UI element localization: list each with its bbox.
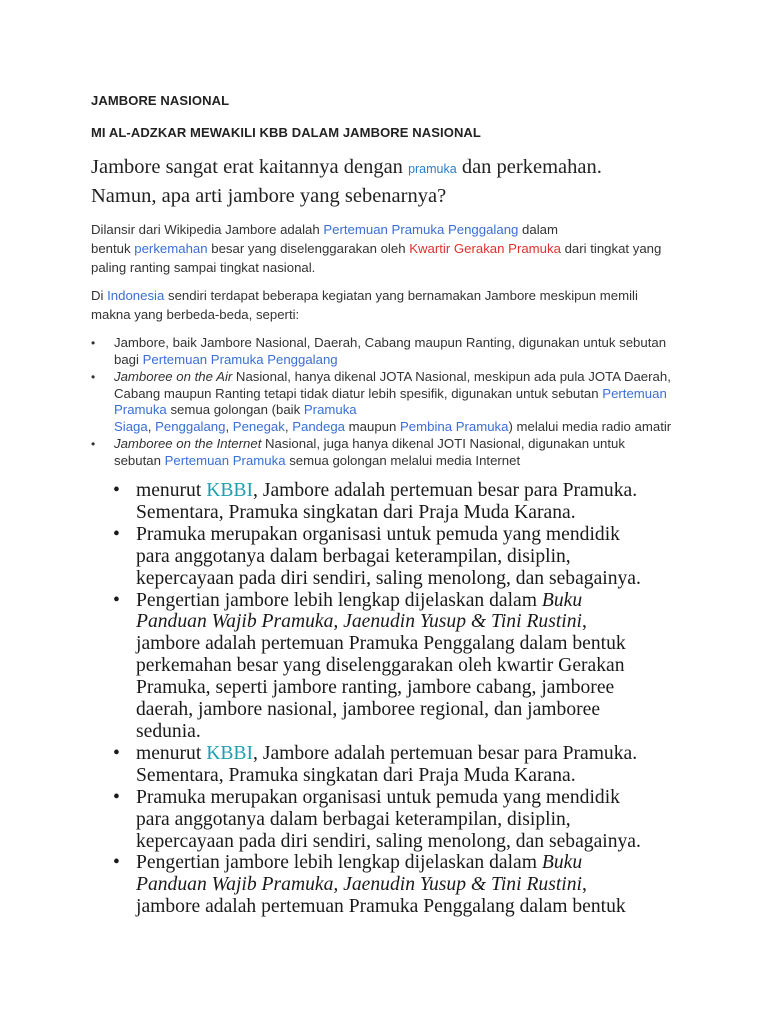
- list-italic-text: Jamboree on the Internet: [114, 436, 262, 451]
- bullet-icon: •: [113, 852, 120, 874]
- bullet-icon: •: [91, 370, 96, 384]
- list-line: Pramuka merupakan organisasi untuk pemuda yang mendidik: [136, 786, 620, 808]
- kwartir-gerakan-pramuka-link[interactable]: Kwartir Gerakan Pramuka: [409, 241, 561, 256]
- list-text: ,: [225, 418, 233, 434]
- list-item: [113, 480, 693, 524]
- list-line: Pramuka, seperti jambore ranting, jambore cabang, jamboree: [136, 677, 615, 699]
- bullet-icon: •: [113, 480, 120, 501]
- paragraph-line: [91, 286, 691, 305]
- paragraph-text: Di: [91, 288, 108, 303]
- pertemuan-pramuka-link[interactable]: Pertemuan Pramuka: [164, 452, 286, 468]
- lead-text: Jambore sangat erat kaitannya dengan: [91, 156, 409, 178]
- paragraph-text: besar yang diselenggarakan oleh: [207, 241, 410, 256]
- list-line: jambore adalah pertemuan Pramuka Penggalang dalam bentuk: [136, 633, 626, 655]
- list-line: kepercayaan pada diri sendiri, saling menolong, dan sebagainya.: [136, 567, 641, 589]
- list-italic-text: Buku: [541, 852, 583, 874]
- list-line: kepercayaan pada diri sendiri, saling menolong, dan sebagainya.: [136, 830, 641, 852]
- list-item: [91, 369, 691, 435]
- list-line: Pramuka merupakan organisasi untuk pemuda yang mendidik: [136, 523, 620, 545]
- paragraph-text: dalam: [518, 222, 558, 237]
- paragraph-text: Dilansir dari Wikipedia Jambore adalah: [91, 222, 324, 237]
- list-text: ,: [147, 418, 156, 434]
- paragraph-text: dari tingkat yang: [560, 241, 662, 256]
- list-text: Cabang maupun Ranting tetapi tidak diatur lebih spesifik, digunakan untuk sebutan: [114, 385, 603, 401]
- list-item: [113, 743, 693, 787]
- bullet-icon: •: [113, 589, 120, 611]
- kbbi-link[interactable]: KBBI: [206, 480, 254, 501]
- list-text: ,: [581, 611, 587, 633]
- page-title: JAMBORE NASIONAL: [91, 93, 230, 108]
- bullet-icon: •: [113, 742, 120, 764]
- list-item: [91, 335, 691, 368]
- list-line: [114, 369, 691, 386]
- siaga-link[interactable]: Siaga: [114, 418, 148, 434]
- pembina-pramuka-link[interactable]: Pembina Pramuka: [400, 418, 509, 434]
- indonesia-link[interactable]: Indonesia: [107, 288, 165, 303]
- list-text: sebutan: [114, 452, 165, 468]
- list-line: daerah, jambore nasional, jamboree regional, dan jamboree: [136, 699, 601, 721]
- list-item: [113, 524, 693, 590]
- list-text: , Jambore adalah pertemuan besar para Pramuka.: [253, 480, 638, 501]
- pramuka-link[interactable]: Pramuka: [303, 402, 357, 417]
- list-line: [114, 386, 691, 403]
- list-line: sedunia.: [136, 720, 201, 742]
- list-line: Sementara, Pramuka singkatan dari Praja Muda Karana.: [136, 501, 576, 523]
- lead-line-1: [91, 154, 711, 183]
- list-line: [136, 743, 693, 765]
- list-text: Nasional, juga hanya dikenal JOTI Nasional, digunakan untuk: [261, 436, 625, 451]
- list-text: menurut: [136, 742, 207, 764]
- paragraph-line: [91, 239, 701, 258]
- list-line: [136, 852, 693, 874]
- bullet-icon: •: [113, 523, 120, 545]
- jambore-definition-list: [113, 480, 693, 918]
- list-italic-text: Buku: [541, 589, 583, 611]
- list-line: [114, 352, 691, 369]
- paragraph-text: sendiri terdapat beberapa kegiatan yang bernamakan Jambore meskipun memili: [164, 288, 638, 303]
- list-line: [114, 402, 691, 419]
- indonesia-paragraph: [91, 286, 691, 324]
- penggalang-link[interactable]: Penggalang: [155, 418, 226, 434]
- list-text: semua golongan melalui media Internet: [285, 452, 521, 468]
- list-text: maupun: [345, 418, 400, 434]
- list-line: [136, 611, 693, 633]
- list-line: [136, 874, 693, 896]
- list-text: ,: [284, 418, 293, 434]
- list-line: Jambore, baik Jambore Nasional, Daerah, Cabang maupun Ranting, digunakan untuk sebutan: [114, 335, 667, 350]
- jambore-types-list: [91, 335, 691, 469]
- bullet-icon: •: [113, 786, 120, 808]
- pertemuan-pramuka-penggalang-link[interactable]: Pertemuan Pramuka Penggalang: [323, 222, 519, 237]
- list-item: [91, 436, 691, 469]
- list-line: jambore adalah pertemuan Pramuka Penggalang dalam bentuk: [136, 896, 626, 918]
- bullet-icon: •: [91, 437, 96, 451]
- list-line: [114, 453, 691, 470]
- list-line: para anggotanya dalam berbagai keterampilan, disiplin,: [136, 545, 571, 567]
- list-italic-text: Jamboree on the Air: [114, 369, 233, 384]
- list-text: Pengertian jambore lebih lengkap dijelaskan dalam: [136, 852, 542, 874]
- wikipedia-paragraph: [91, 220, 701, 277]
- list-line: [136, 590, 693, 612]
- perkemahan-link[interactable]: perkemahan: [134, 241, 208, 256]
- penegak-link[interactable]: Penegak: [232, 418, 285, 434]
- lead-paragraph: [91, 154, 711, 210]
- paragraph-line: paling ranting sampai tingkat nasional.: [91, 260, 316, 275]
- list-text: ,: [581, 874, 587, 896]
- pertemuan-link[interactable]: Pertemuan: [602, 385, 667, 401]
- list-text: , Jambore adalah pertemuan besar para Pramuka.: [253, 742, 638, 764]
- list-text: menurut: [136, 480, 207, 501]
- list-text: ) melalui media radio amatir: [508, 418, 672, 434]
- list-line: [114, 436, 691, 453]
- pramuka-link[interactable]: Pramuka: [114, 402, 167, 417]
- list-text: semua golongan (baik: [166, 402, 304, 417]
- list-line: para anggotanya dalam berbagai keterampilan, disiplin,: [136, 808, 571, 830]
- list-italic-text: Panduan Wajib Pramuka, Jaenudin Yusup & Tini Rustini: [136, 874, 582, 896]
- lead-text: dan perkemahan.: [456, 156, 602, 178]
- list-item: [113, 852, 693, 918]
- pandega-link[interactable]: Pandega: [292, 418, 345, 434]
- bullet-icon: •: [91, 336, 96, 350]
- list-italic-text: Panduan Wajib Pramuka, Jaenudin Yusup & Tini Rustini: [136, 611, 582, 633]
- list-text: Pengertian jambore lebih lengkap dijelaskan dalam: [136, 589, 542, 611]
- kbbi-link[interactable]: KBBI: [206, 742, 254, 764]
- paragraph-text: bentuk: [91, 241, 135, 256]
- list-line: [114, 419, 691, 436]
- list-line: [136, 480, 693, 502]
- pramuka-link[interactable]: pramuka: [408, 162, 457, 176]
- page-subtitle: MI AL-ADZKAR MEWAKILI KBB DALAM JAMBORE NASIONAL: [91, 125, 481, 140]
- paragraph-line: [91, 220, 701, 239]
- list-text: bagi: [114, 351, 143, 367]
- list-text: Nasional, hanya dikenal JOTA Nasional, meskipun ada pula JOTA Daerah,: [232, 369, 671, 384]
- list-item: [113, 787, 693, 853]
- list-item: [113, 590, 693, 743]
- pertemuan-pramuka-penggalang-link[interactable]: Pertemuan Pramuka Penggalang: [142, 351, 338, 367]
- list-line: perkemahan besar yang diselenggarakan oleh kwartir Gerakan: [136, 655, 625, 677]
- list-line: Sementara, Pramuka singkatan dari Praja Muda Karana.: [136, 764, 576, 786]
- paragraph-line: makna yang berbeda-beda, seperti:: [91, 307, 300, 322]
- lead-line-2: Namun, apa arti jambore yang sebenarnya?: [91, 185, 447, 207]
